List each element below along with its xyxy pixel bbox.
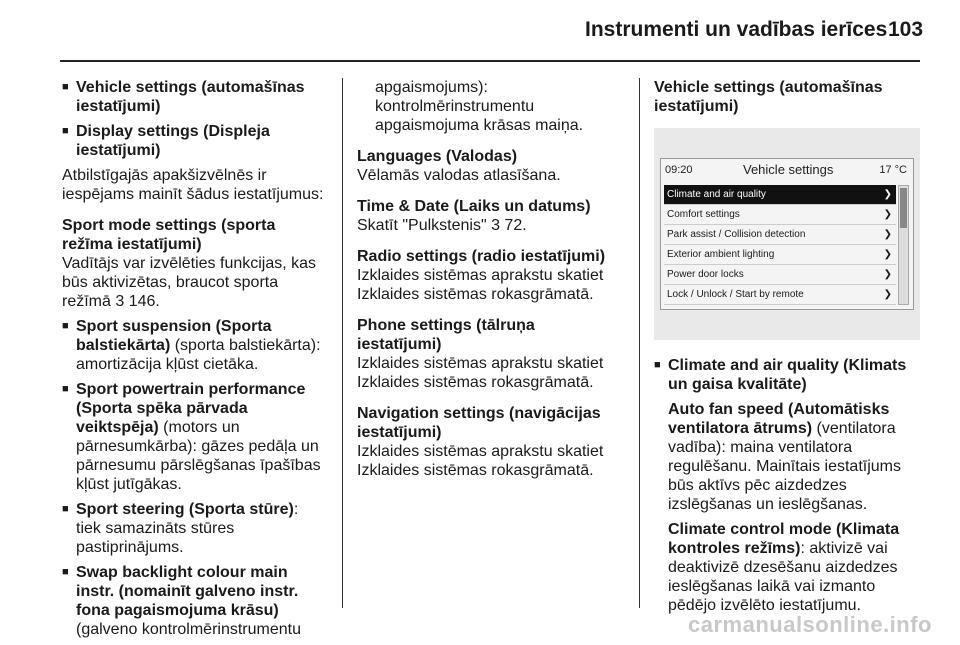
languages-heading: Languages (Valodas) <box>357 148 518 165</box>
chevron-right-icon: ❯ <box>883 249 892 260</box>
auto-fan-speed-text: Auto fan speed (Automātisks ventilatora ātrums) (ventilatora vadība): maina ventilatora regulēšanu. Mainītais iestatījums būs aktīvs pēc aizdedzes izslēgšanas un ieslēgšanas. <box>668 401 901 513</box>
screen-header <box>661 159 913 181</box>
sport-powertrain-item: ■ Sport powertrain performance (Sporta spēka pārvada veiktspēja) (motors un pārnesumkārba): gāzes pedāļa un pārnesumu pārslēgšanas īpašības kļūst jutīgākas. <box>62 380 327 494</box>
intro-text: Atbilstīgajās apakšizvēlnēs ir iespējams mainīt šādus iestatījumus: <box>62 167 324 203</box>
swap-backlight-item: ■ Swap backlight colour main instr. (nomainīt galveno instr. fona pagaismojuma krāsu) (galveno kontrolmērinstrumentu <box>62 563 327 639</box>
screen-temperature: 17 °C <box>879 164 907 176</box>
time-date-text: Skatīt "Pulkstenis" 3 72. <box>357 217 527 234</box>
screen-scrollbar <box>898 185 909 305</box>
chevron-right-icon: ❯ <box>883 189 892 200</box>
column-right <box>654 78 924 615</box>
sport-mode-text: Vadītājs var izvēlēties funkcijas, kas būs aktivizētas, braucot sporta režīmā 3 146. <box>62 255 317 310</box>
vehicle-settings-heading: Vehicle settings (automašīnas iestatījumi) <box>654 79 883 115</box>
climate-control-mode-text: Climate control mode (Klimata kontroles režīms): aktivizē vai deaktivizē dzesēšanu aizdedzes ieslēgšanas laikā vai izmanto pēdējo izvēlēto iestatījumu. <box>668 521 900 614</box>
climate-air-quality-item: ■ Climate and air quality (Klimats un gaisa kvalitāte) <box>654 356 924 394</box>
screen-menu-item: Lock / Unlock / Start by remote ❯ <box>664 285 896 305</box>
watermark: carmanualsonline.info <box>688 612 932 637</box>
screen-menu-item: Park assist / Collision detection ❯ <box>664 225 896 245</box>
header-rule <box>60 60 920 62</box>
chevron-right-icon: ❯ <box>883 209 892 220</box>
chevron-right-icon: ❯ <box>883 269 892 280</box>
screen-time: 09:20 <box>665 164 693 176</box>
vehicle-settings-screen <box>660 158 914 310</box>
bullet-display-settings: ■ Display settings (Displeja iestatījumi) <box>62 122 327 160</box>
sport-suspension-item: ■ Sport suspension (Sporta balstiekārta) (sporta balstiekārta): amortizācija kļūst cietāka. <box>62 317 327 374</box>
phone-settings-text: Izklaides sistēmas aprakstu skatiet Izklaides sistēmas rokasgrāmatā. <box>357 355 604 391</box>
sport-mode-heading: Sport mode settings (sporta režīma iestatījumi) <box>62 217 276 253</box>
radio-settings-heading: Radio settings (radio iestatījumi) <box>357 248 606 265</box>
column-divider-2 <box>639 78 640 608</box>
screen-menu-item: Exterior ambient lighting ❯ <box>664 245 896 265</box>
sport-steering-item: ■ Sport steering (Sporta stūre): tiek samazināts stūres pastiprinājums. <box>62 500 327 557</box>
time-date-heading: Time & Date (Laiks un datums) <box>357 198 591 215</box>
column-left <box>62 78 327 645</box>
screen-menu-item: Power door locks ❯ <box>664 265 896 285</box>
page-header-title: Instrumenti un vadības ierīces <box>585 18 888 41</box>
backlight-continued-text: apgaismojums): kontrolmērinstrumentu apgaismojuma krāsas maiņa. <box>375 79 584 134</box>
column-middle <box>357 78 617 492</box>
navigation-settings-heading: Navigation settings (navigācijas iestatījumi) <box>357 405 601 441</box>
phone-settings-heading: Phone settings (tālruņa iestatījumi) <box>357 317 535 353</box>
screen-menu-list <box>664 185 896 305</box>
screen-title: Vehicle settings <box>743 162 834 177</box>
bullet-vehicle-settings: ■ Vehicle settings (automašīnas iestatījumi) <box>62 78 327 116</box>
navigation-settings-text: Izklaides sistēmas aprakstu skatiet Izklaides sistēmas rokasgrāmatā. <box>357 443 604 479</box>
screen-scroll-thumb <box>900 188 907 228</box>
chevron-right-icon: ❯ <box>883 289 892 300</box>
screen-menu-item: Comfort settings ❯ <box>664 205 896 225</box>
languages-text: Vēlamās valodas atlasīšana. <box>357 167 561 184</box>
page-number: 103 <box>888 18 924 41</box>
radio-settings-text: Izklaides sistēmas aprakstu skatiet Izklaides sistēmas rokasgrāmatā. <box>357 267 604 303</box>
display-screenshot <box>654 128 920 340</box>
screen-menu-item: Climate and air quality ❯ <box>664 185 896 205</box>
chevron-right-icon: ❯ <box>883 229 892 240</box>
column-divider-1 <box>342 78 343 608</box>
